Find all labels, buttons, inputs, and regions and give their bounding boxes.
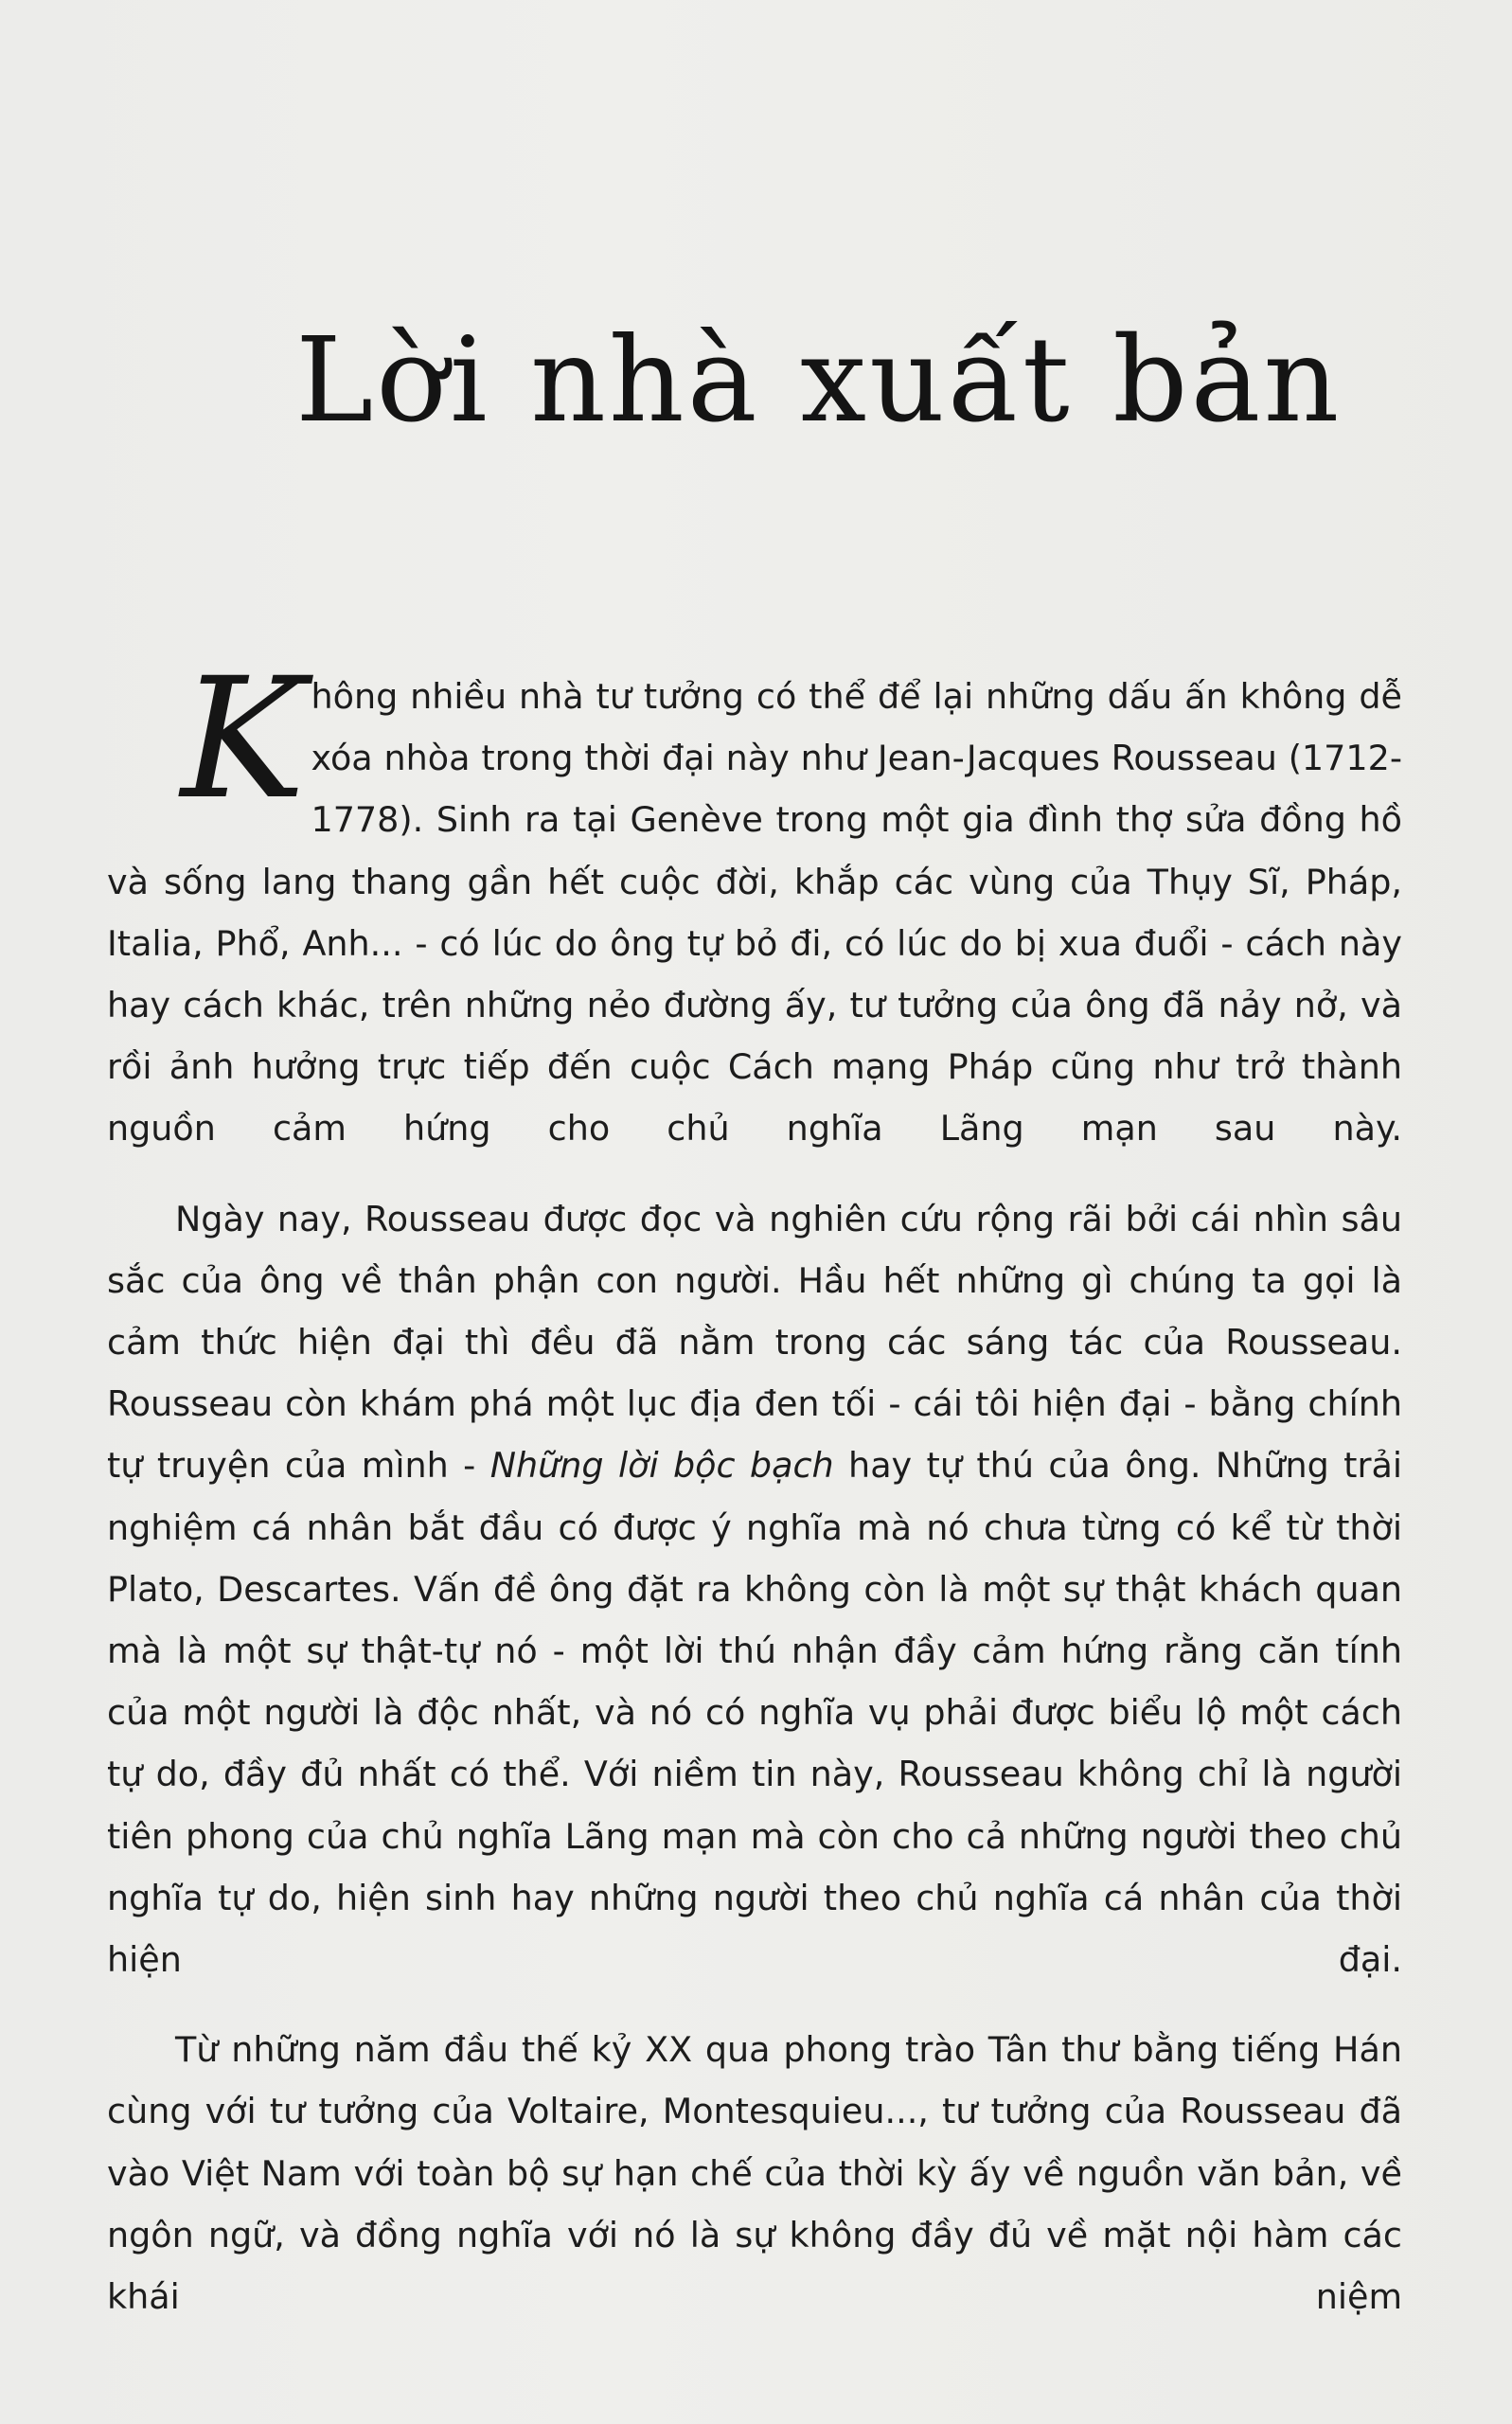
- book-title-italic: Những lời bộc bạch: [489, 1445, 834, 1487]
- paragraph-2-text-a: Ngày nay, Rousseau được đọc và nghiên cứu rộng rãi bởi cái nhìn sâu sắc của ông về thân phận con người. Hầu hết những gì chúng ta gọi là cảm thức hiện đại thì đều đã nằm trong các sáng tác của Rousseau. Rousseau còn khám phá một lục địa đen tối - cái tôi hiện đại - bằng chính tự truyện của mình -: [107, 1198, 1402, 1487]
- paragraph-2-text-b: hay tự thú của ông. Những trải nghiệm cá nhân bắt đầu có được ý nghĩa mà nó chưa từng có kể từ thời Plato, Descartes. Vấn đề ông đặt ra không còn là một sự thật khách quan mà là một sự thật-tự nó - một lời thú nhận đầy cảm hứng rằng căn tính của một người là độc nhất, và nó có nghĩa vụ phải được biểu lộ một cách tự do, đầy đủ nhất có thể. Với niềm tin này, Rousseau không chỉ là người tiên phong của chủ nghĩa Lãng mạn mà còn cho cả những người theo chủ nghĩa tự do, hiện sinh hay những người theo chủ nghĩa cá nhân của thời hiện đại.: [107, 1445, 1402, 1981]
- paragraph-2: [107, 1188, 1402, 1991]
- paragraph-1-text: hông nhiều nhà tư tưởng có thể để lại những dấu ấn không dễ xóa nhòa trong thời đại này như Jean-Jacques Rousseau (1712-1778). Sinh ra tại Genève trong một gia đình thợ sửa đồng hồ và sống lang thang gần hết cuộc đời, khắp các vùng của Thụy Sĩ, Pháp, Italia, Phổ, Anh... - có lúc do ông tự bỏ đi, có lúc do bị xua đuổi - cách này hay cách khác, trên những nẻo đường ấy, tư tưởng của ông đã nảy nở, và rồi ảnh hưởng trực tiếp đến cuộc Cách mạng Pháp cũng như trở thành nguồn cảm hứng cho chủ nghĩa Lãng mạn sau này.: [107, 676, 1402, 1150]
- paragraph-1: [107, 642, 1402, 1160]
- body-text: [107, 642, 1402, 2327]
- paragraph-3: [107, 2019, 1402, 2327]
- drop-cap-letter: K: [181, 642, 306, 836]
- page-title: Lời nhà xuất bản: [295, 312, 1343, 449]
- paragraph-3-text: Từ những năm đầu thế kỷ XX qua phong trào Tân thư bằng tiếng Hán cùng với tư tưởng của Voltaire, Montesquieu..., tư tưởng của Rousseau đã vào Việt Nam với toàn bộ sự hạn chế của thời kỳ ấy về nguồn văn bản, về ngôn ngữ, và đồng nghĩa với nó là sự không đầy đủ về mặt nội hàm các khái niệm: [107, 2029, 1402, 2318]
